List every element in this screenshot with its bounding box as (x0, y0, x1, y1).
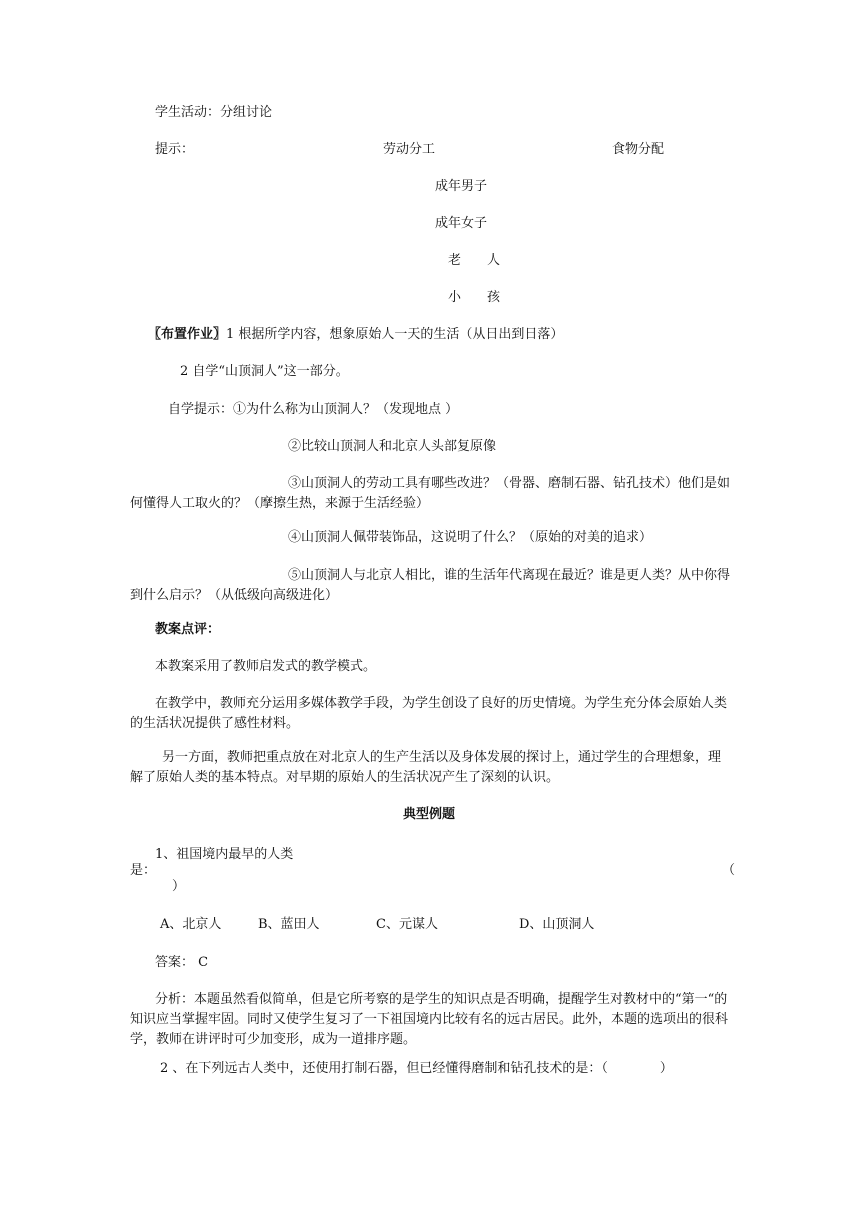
homework-heading: 〖布置作业〗 (148, 327, 227, 342)
review-paragraph-2: 在教学中，教师充分运用多媒体教学手段，为学生创设了良好的历史情境。为学生充分体会原始人类的生活状况提供了感性材料。 (130, 696, 728, 731)
row-adult-female: 成年女子 (435, 216, 488, 231)
self-study-question-1: ①为什么称为山顶洞人？（发现地点 ） (233, 402, 459, 417)
self-study-question-5: ⑤山顶洞人与北京人相比，谁的生活年代离现在最近？谁是更人类？从中你得到什么启示？（从低级向高级进化） (130, 568, 731, 603)
option-c: C、元谋人 (376, 917, 438, 932)
review-paragraph-1: 本教案采用了教师启发式的教学模式。 (155, 659, 377, 674)
homework-item-1: 1 根据所学内容，想象原始人一天的生活（从日出到日落） (226, 327, 564, 342)
example-1-question: 1、祖国境内最早的人类 (155, 847, 294, 862)
review-paragraph-3: 另一方面，教师把重点放在对北京人的生产生活以及身体发展的探讨上，通过学生的合理想象，理解了原始人类的基本特点。对早期的原始人的生活状况产生了深刻的认识。 (130, 750, 722, 785)
homework-item-2: 2 自学“山顶洞人”这一部分。 (180, 364, 349, 379)
hint-label: 提示： (155, 142, 195, 157)
self-study-question-2: ②比较山顶洞人和北京人头部复原像 (288, 439, 497, 454)
row-children: 小 孩 (448, 290, 501, 305)
column-labor-division: 劳动分工 (383, 142, 436, 157)
example-1-paren-close: ） (172, 879, 186, 894)
row-adult-male: 成年男子 (435, 179, 488, 194)
example-2-question: 2 、在下列远古人类中，还使用打制石器，但已经懂得磨制和钻孔技术的是：（ ） (160, 1061, 673, 1076)
option-b: B、蓝田人 (258, 917, 320, 932)
self-study-question-4: ④山顶洞人佩带装饰品，这说明了什么？（原始的对美的追求） (288, 530, 653, 545)
column-food-distribution: 食物分配 (612, 142, 665, 157)
homework-line-1 (148, 326, 563, 344)
example-1-paren-open: （ (722, 863, 736, 878)
example-1-question-cont: 是： (130, 863, 157, 878)
example-1-analysis: 分析：本题虽然看似简单，但是它所考察的是学生的知识点是否明确，提醒学生对教材中的“第一“的知识应当掌握牢固。同时又使学生复习了一下祖国境内比较有名的远古居民。此外，本题的选项出的很科学，教师在讲评时可少加变形，成为一道排序题。 (130, 992, 729, 1047)
activity-label: 学生活动：分组讨论 (155, 105, 273, 120)
self-study-hint-label: 自学提示： (168, 402, 234, 417)
review-heading: 教案点评： (155, 622, 221, 637)
row-elderly: 老 人 (448, 253, 501, 268)
self-study-question-3: ③山顶洞人的劳动工具有哪些改进？（骨器、磨制石器、钻孔技术）他们是如何懂得人工取火的？（摩擦生热，来源于生活经验） (130, 476, 731, 511)
option-a: A、北京人 (160, 917, 222, 932)
self-study-hint (168, 401, 458, 419)
option-d: D、山顶洞人 (519, 917, 595, 932)
example-1-answer: 答案： C (155, 955, 209, 970)
examples-heading: 典型例题 (403, 807, 456, 822)
